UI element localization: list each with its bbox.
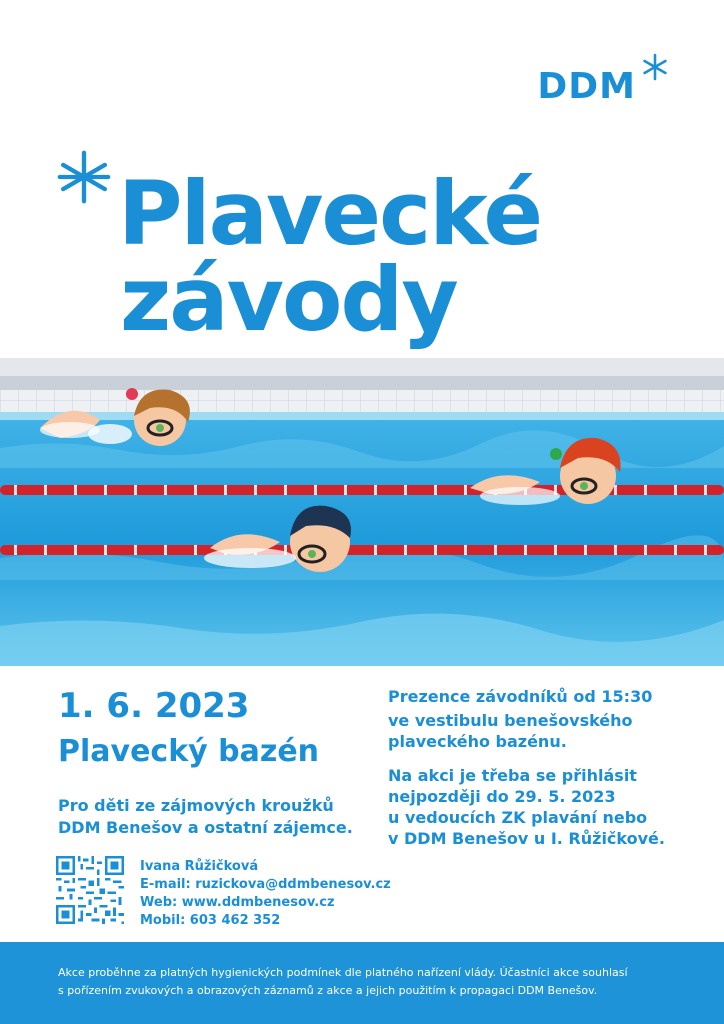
contact-phone: Mobil: 603 462 352: [140, 913, 281, 928]
footer-disclaimer: Akce proběhne za platných hygienických podmínek dle platného nařízení vlády. Účastníci akce souhlasí: [58, 966, 628, 979]
info-line: Na akci je třeba se přihlásit: [388, 766, 637, 785]
event-date: 1. 6. 2023: [58, 686, 250, 726]
footer-bar: [0, 942, 724, 1024]
contact-email[interactable]: E-mail: ruzickova@ddmbenesov.cz: [140, 877, 391, 892]
info-line: v DDM Benešov u I. Růžičkové.: [388, 829, 665, 848]
footer-disclaimer: s pořízením zvukových a obrazových záznamů z akce a jejich použitím k propagaci DDM Benešov.: [58, 984, 598, 997]
info-line: plaveckého bazénu.: [388, 732, 567, 751]
asterisk-star-icon: [55, 148, 113, 206]
info-line: u vedoucích ZK plavání nebo: [388, 808, 648, 827]
info-line: nejpozději do 29. 5. 2023: [388, 787, 616, 806]
audience-text: Pro děti ze zájmových kroužků: [58, 796, 334, 815]
info-line: Prezence závodníků od 15:30: [388, 687, 653, 706]
contact-name: Ivana Růžičková: [140, 859, 259, 874]
swimming-pool-illustration: [0, 358, 724, 666]
info-line: ve vestibulu benešovského: [388, 711, 633, 730]
page-title-line1: Plavecké: [118, 162, 542, 265]
page-title-line2: závody: [120, 248, 457, 351]
asterisk-star-icon: [640, 52, 670, 82]
contact-web[interactable]: Web: www.ddmbenesov.cz: [140, 895, 335, 910]
qr-code: [56, 856, 124, 924]
audience-text: DDM Benešov a ostatní zájemce.: [58, 818, 353, 837]
event-venue: Plavecký bazén: [58, 734, 320, 769]
ddm-logo: DDM: [537, 66, 636, 107]
